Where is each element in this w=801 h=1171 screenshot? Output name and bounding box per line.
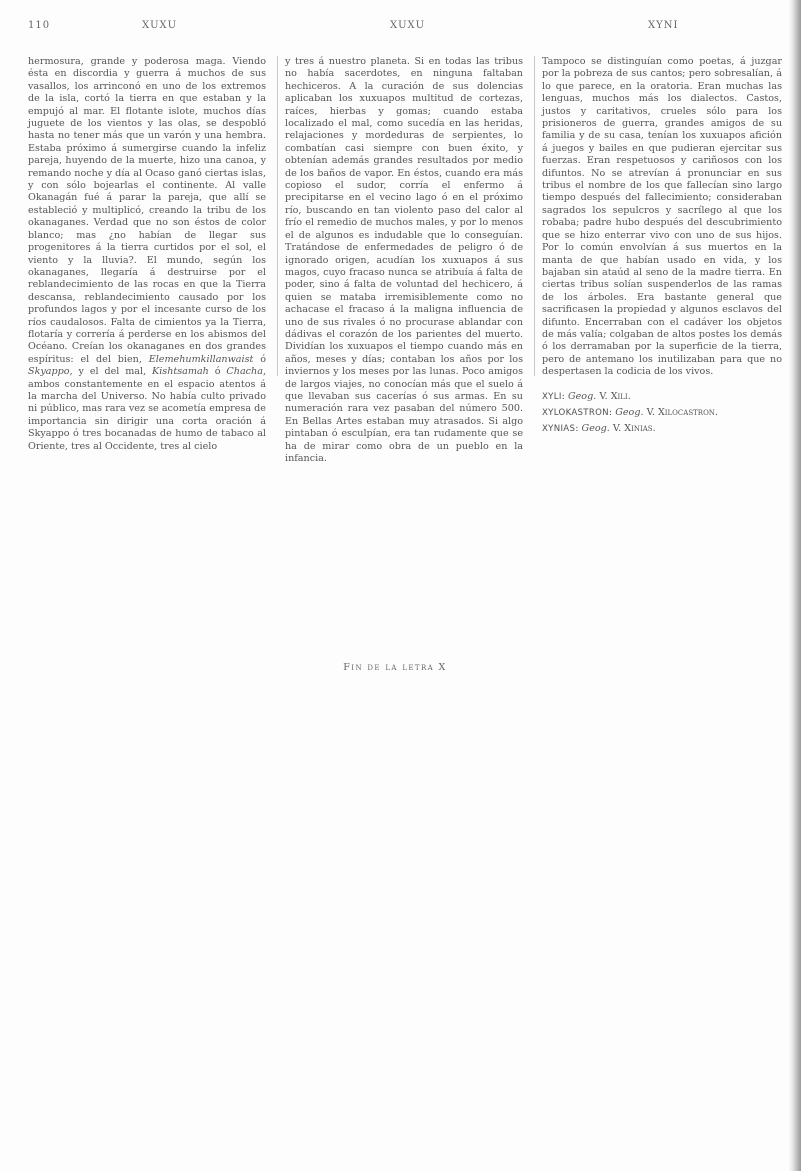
spirit-name-good: Elemehumkillanwaist bbox=[148, 353, 254, 365]
dictionary-entry: XYLI: Geog. V. Xili. bbox=[542, 390, 631, 402]
entry-text: V. Xilocastron. bbox=[646, 406, 718, 418]
running-head-right: XYNI bbox=[648, 20, 679, 31]
spirit-name-evil: Kishtsamah bbox=[152, 366, 209, 378]
spirit-name-good-alt: Skyappo bbox=[28, 366, 70, 378]
text-column-1 bbox=[28, 56, 266, 453]
spirit-name-evil-alt: Chacha bbox=[226, 366, 263, 378]
column-1-connector: , y el del mal, bbox=[69, 366, 153, 378]
column-1-connector: ó bbox=[208, 366, 227, 378]
column-divider bbox=[534, 56, 535, 376]
column-1-paragraph bbox=[28, 56, 266, 453]
text-column-2 bbox=[285, 56, 523, 465]
entry-headword: XYLOKASTRON bbox=[542, 407, 609, 418]
running-head-left: XUXU bbox=[142, 20, 178, 31]
page-number: 110 bbox=[28, 20, 51, 31]
dictionary-entry: XYLOKASTRON: Geog. V. Xilocastron. bbox=[542, 406, 718, 418]
entry-text: V. Xinias. bbox=[612, 423, 656, 435]
page-spine-shadow bbox=[789, 0, 801, 1171]
end-of-letter-text: Fin de la letra X bbox=[343, 662, 447, 673]
entry-source: Geog. bbox=[615, 406, 644, 418]
column-1-tail: , ambos constantemente en el espacio atentos á la marcha del Universo. No había culto privado ni público, mas rara vez se acometía empresa de importancia sin dirigir una corta oración á Skyappo ó tres bocanadas de humo de tabaco al Oriente, tres al Occidente, tres al cielo bbox=[28, 366, 266, 452]
text-column-3 bbox=[542, 56, 782, 436]
entry-source: Geog. bbox=[567, 390, 597, 402]
entry-source: Geog. bbox=[581, 423, 610, 435]
column-divider bbox=[277, 56, 278, 376]
entry-headword: XYLI bbox=[542, 391, 562, 402]
column-3-paragraph: Tampoco se distinguían como poetas, á juzgar por la pobreza de sus cantos; pero sobresalían, á lo que parece, en la oratoria. Eran muchas las lenguas, muchos más los dialectos. Castos, justos y caritativos, crueles sólo para los prisioneros de guerra, grandes amigos de su familia y de su casa, tenían los xuxuapos afición á juegos y bailes en que pudieran ejercitar sus fuerzas. Eran respetuosos y cariñosos con los difuntos. No se atrevían á pronunciar en sus tribus el nombre de los que fallecían sino largo tiempo después del fallecimiento; consideraban sagrados los sepulcros y sacrílego al que los robaba; padre hubo después del descubrimiento que se hizo enterrar vivo con uno de sus hijos. Por lo común envolvían á sus muertos en la manta de que habían usado en vida, y los bajaban sin ataúd al seno de la madre tierra. En ciertas tribus solían suspenderlos de las ramas de los árboles. Era bastante general que sacrificasen la propiedad y algunos esclavos del difunto. Encerraban con el cadáver los objetos de más valía; colgaban de altos postes los demás ó los derramaban por la superficie de la tierra, pero de antemano los inutilizaban para que no despertasen la codicia de los vivos. bbox=[542, 56, 782, 378]
running-head bbox=[28, 20, 786, 36]
dictionary-entry: XYNIAS: Geog. V. Xinias. bbox=[542, 423, 656, 435]
running-head-center: XUXU bbox=[390, 20, 426, 31]
column-2-paragraph: y tres á nuestro planeta. Si en todas las tribus no había sacerdotes, en ninguna faltaban hechiceros. A la curación de sus dolencias aplicaban los xuxuapos multitud de cortezas, raíces, hierbas y gomas; cuando estaba localizado el mal, como sucedía en las heridas, relajaciones y mordeduras de serpientes, lo combatían casi siempre con buen éxito, y obtenían además grandes resultados por medio de los baños de vapor. En éstos, cuando era más copioso el sudor, corría el enfermo á precipitarse en el vecino lago ó en el próximo río, buscando en tan violento paso del calor al frío el remedio de muchos males, y por lo menos el de algunos es indudable que lo conseguían. Tratándose de enfermedades de peligro ó de ignorado origen, acudían los xuxuapos á sus magos, cuyo fracaso nunca se atribuía á falta de poder, sino á falta de voluntad del hechicero, á quien se mataba irremisiblemente como no achacase el fracaso á la maligna influencia de uno de sus rivales ó no procurase ablandar con dádivas el corazón de los parientes del muerto. Dividían los xuxuapos el tiempo cuando más en años, meses y días; contaban los años por los inviernos y los meses por las lunas. Poco amigos de largos viajes, no conocían más que el suelo á que llevaban sus cacerías ó sus armas. En su numeración rara vez pasaban del número 500. En Bellas Artes estaban muy atrasados. Si algo pintaban ó esculpían, era tan rudamente que se ha de mirar como obra de un pueblo en la infancia. bbox=[285, 56, 523, 464]
entry-text: V. Xili. bbox=[599, 390, 631, 402]
entry-headword: XYNIAS bbox=[542, 424, 576, 435]
column-1-text: hermosura, grande y poderosa maga. Viendo ésta en discordia y guerra á muchos de sus vasallos, los arrinconó en uno de los extremos de la isla, cortó la tierra en que estaban y la empujó al mar. El flotante islote, muchos días juguete de los vientos y las olas, se despobló hasta no tener más que un varón y una hembra. Estaba próximo á sumergirse cuando la infeliz pareja, huyendo de la muerte, hizo una canoa, y remando noche y día al Ocaso ganó ciertas islas, y con sólo bojearlas el continente. Al valle Okanagán fué á parar la pareja, que allí se estableció y multiplicó, creando la tribu de los okanaganes. Verdad que no son éstos de color blanco; mas ¿no habían de llegar sus progenitores á la tierra curtidos por el sol, el viento y la lluvia?. El mundo, según los okanaganes, llegaría á destruirse por el reblandecimiento de las rocas en que la Tierra descansa, reblandecimiento causado por los profundos lagos y por el incesante curso de los ríos caudalosos. Falta de cimientos ya la Tierra, flotaría y correría á perderse en los abismos del Océano. Creían los okanaganes en dos grandes espíritus: el del bien, bbox=[28, 56, 266, 365]
column-1-connector: ó bbox=[253, 353, 266, 365]
